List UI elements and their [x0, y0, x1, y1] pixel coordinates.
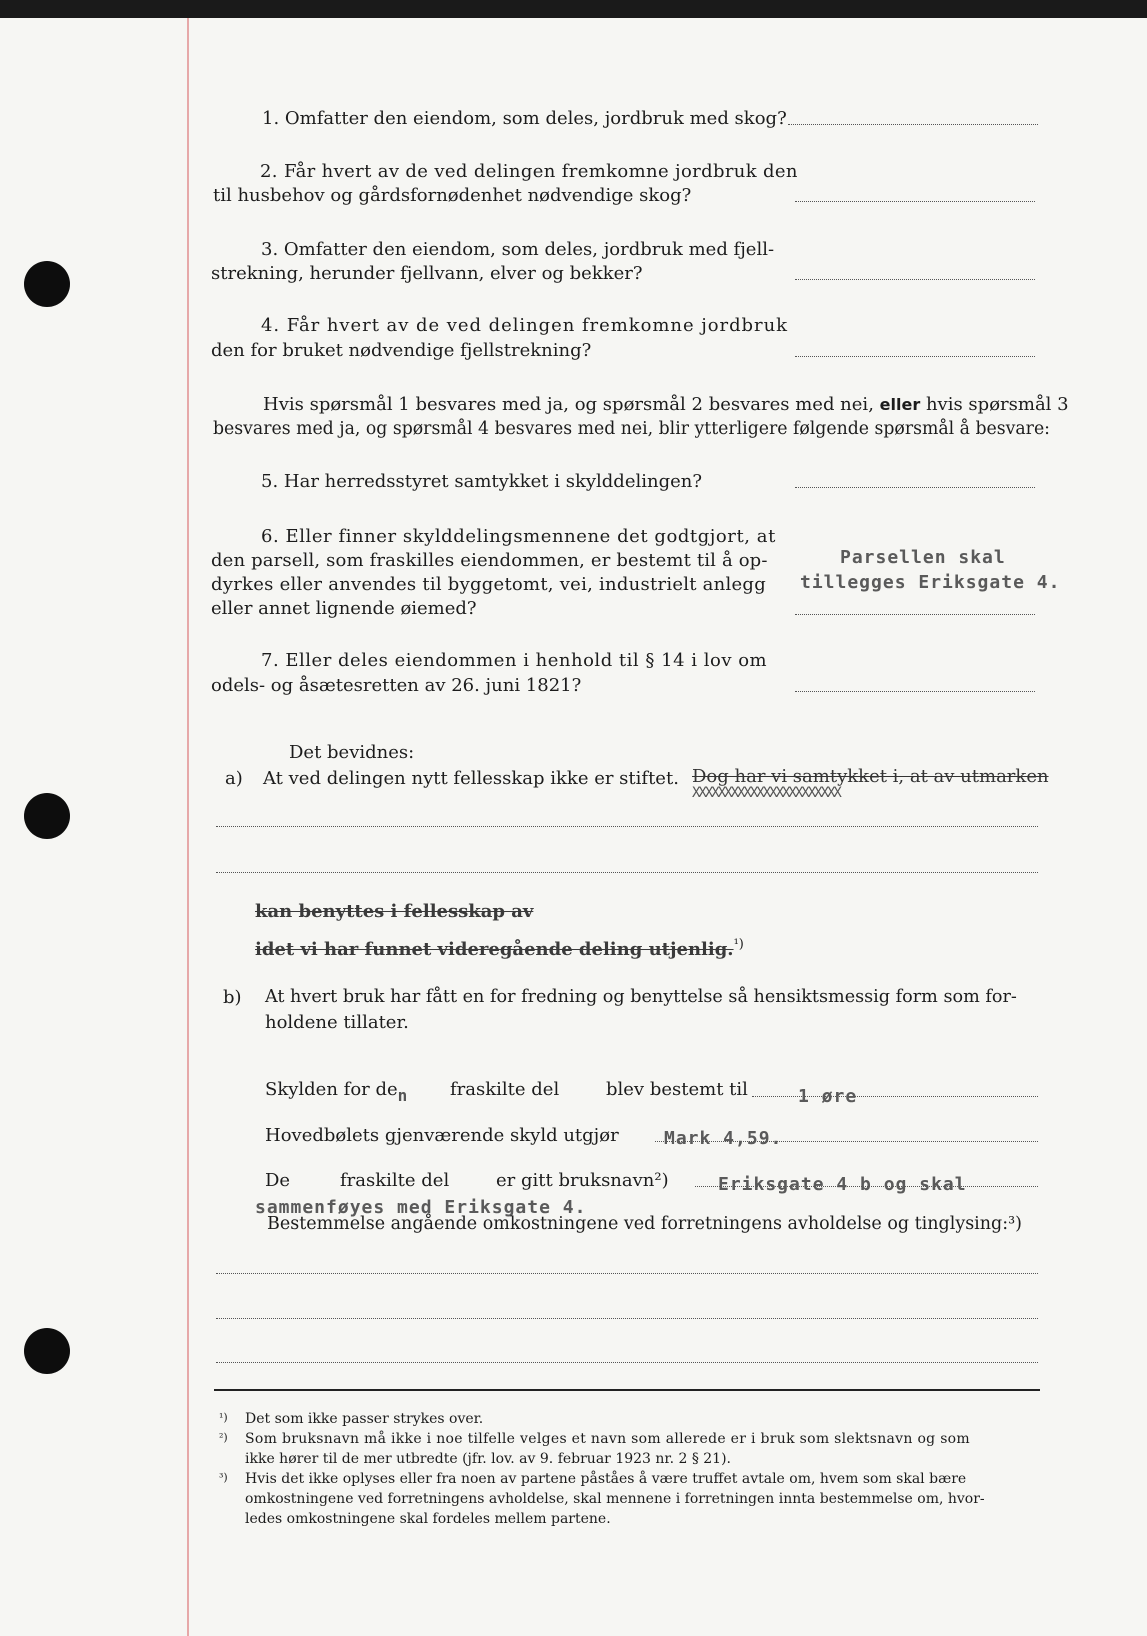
- footnote-ref-1: ¹): [733, 937, 744, 952]
- answer-line-6: [795, 614, 1035, 615]
- skyld-text-a: Skylden for de: [265, 1079, 398, 1100]
- footnote-3-line-1: Hvis det ikke oplyses eller fra noen av partene påståes å være truffet avtale om, hvem som skal bære: [245, 1471, 967, 1487]
- punch-hole-3: [24, 1328, 70, 1374]
- footnote-1: Det som ikke passer strykes over.: [245, 1411, 484, 1427]
- question-6-line-3: dyrkes eller anvendes til byggetomt, vei, industrielt anlegg: [211, 574, 766, 595]
- struck-line-2: idet vi har funnet videregående deling utjenlig.: [255, 939, 734, 960]
- condition-text-a: Hvis spørsmål 1 besvares med ja, og spørsmål 2 besvares med nei,: [263, 394, 874, 415]
- condition-bold-eller: eller: [879, 395, 921, 414]
- skyld-text-c: blev bestemt til: [606, 1079, 748, 1100]
- bruksnavn-de: De: [265, 1170, 291, 1191]
- answer-line-5: [795, 487, 1035, 488]
- skyld-typed-value: 1 øre: [798, 1086, 858, 1107]
- question-6-line-2: den parsell, som fraskilles eiendommen, er bestemt til å op-: [211, 550, 768, 571]
- skyld-answer-line: [752, 1096, 1038, 1097]
- item-b-line-1: At hvert bruk har fått en for fredning og benyttelse så hensiktsmessig form som for-: [265, 987, 1017, 1007]
- answer-line-3: [795, 279, 1035, 280]
- answer-line-7: [795, 691, 1035, 692]
- item-b-line-2: holdene tillater.: [265, 1012, 409, 1033]
- hovedbol-typed-value: Mark 4,59.: [664, 1128, 783, 1149]
- question-6-line-4: eller annet lignende øiemed?: [211, 598, 477, 619]
- footnote-2-line-2: ikke hører til de mer utbredte (jfr. lov. av 9. februar 1923 nr. 2 § 21).: [245, 1451, 732, 1467]
- footnote-3-line-3: ledes omkostningene skal fordeles mellem partene.: [245, 1511, 611, 1527]
- item-a-strikeout: XXXXXXXXXXXXXXXXXXXXXXX: [692, 785, 840, 801]
- bruksnavn-typed-line-2: sammenføyes med Eriksgate 4.: [255, 1197, 587, 1218]
- scan-top-edge: [0, 0, 1147, 18]
- condition-text-b: hvis spørsmål 3: [925, 394, 1069, 415]
- question-5: 5. Har herredsstyret samtykket i skylddelingen?: [261, 471, 702, 492]
- cost-provision-label: Bestemmelse angående omkostningene ved forretningens avholdelse og tinglysing:³): [267, 1214, 1022, 1234]
- question-4-line-2: den for bruket nødvendige fjellstrekning?: [211, 340, 592, 361]
- margin-line: [187, 18, 189, 1636]
- footnote-separator: [214, 1389, 1040, 1391]
- blank-line-c1: [216, 1273, 1038, 1274]
- question-3-line-1: 3. Omfatter den eiendom, som deles, jordbruk med fjell-: [261, 239, 775, 260]
- footnote-3-line-2: omkostningene ved forretningens avholdelse, skal mennene i forretningen innta bestemmelse om, hvor-: [245, 1491, 985, 1507]
- item-a-label: a): [225, 768, 243, 789]
- question-3-line-2: strekning, herunder fjellvann, elver og bekker?: [211, 263, 643, 284]
- question-6-line-1: 6. Eller finner skylddelingsmennene det godtgjort, at: [261, 526, 776, 547]
- blank-line-a1: [216, 826, 1038, 827]
- item-a-text: At ved delingen nytt fellesskap ikke er stiftet.: [263, 768, 679, 789]
- footnote-1-marker: ¹): [219, 1411, 228, 1424]
- hovedbol-label: Hovedbølets gjenværende skyld utgjør: [265, 1125, 619, 1146]
- punch-hole-2: [24, 793, 70, 839]
- condition-line-1: [263, 392, 1069, 417]
- blank-line-c2: [216, 1318, 1038, 1319]
- footnote-3-marker: ³): [219, 1471, 228, 1484]
- skyld-typed-n: n: [397, 1086, 408, 1105]
- footnote-2-marker: ²): [219, 1431, 228, 1444]
- blank-line-a2: [216, 872, 1038, 873]
- typed-answer-6-line-1: Parsellen skal: [840, 547, 1006, 568]
- attestation-heading: Det bevidnes:: [289, 742, 415, 763]
- footnote-2-line-1: Som bruksnavn må ikke i noe tilfelle velges et navn som allerede er i bruk som slektsnavn og som: [245, 1431, 970, 1447]
- condition-line-2: besvares med ja, og spørsmål 4 besvares med nei, blir ytterligere følgende spørsmål å besvare:: [213, 419, 1050, 439]
- question-7-line-1: 7. Eller deles eiendommen i henhold til § 14 i lov om: [261, 650, 768, 671]
- question-2-line-1: 2. Får hvert av de ved delingen fremkomne jordbruk den: [260, 161, 798, 182]
- answer-line-4: [795, 356, 1035, 357]
- question-1: 1. Omfatter den eiendom, som deles, jordbruk med skog?: [262, 108, 787, 129]
- bruksnavn-typed-line-1: Eriksgate 4 b og skal: [718, 1174, 967, 1195]
- question-4-line-1: 4. Får hvert av de ved delingen fremkomne jordbruk: [261, 315, 788, 336]
- struck-line-2-wrap: [255, 932, 744, 962]
- item-a-continuation: Dog har vi samtykket i, at av utmarken: [692, 766, 1049, 787]
- bruksnavn-label: er gitt bruksnavn²): [496, 1170, 669, 1191]
- punch-hole-1: [24, 261, 70, 307]
- struck-line-1: kan benyttes i fellesskap av: [255, 901, 534, 922]
- answer-line-2: [795, 201, 1035, 202]
- blank-line-c3: [216, 1362, 1038, 1363]
- skyld-label: [265, 1077, 408, 1105]
- question-2-line-2: til husbehov og gårdsfornødenhet nødvendige skog?: [213, 185, 692, 206]
- question-7-line-2: odels- og åsætesretten av 26. juni 1821?: [211, 675, 582, 696]
- answer-line-1: [788, 124, 1038, 125]
- item-b-label: b): [223, 987, 242, 1008]
- typed-answer-6-line-2: tillegges Eriksgate 4.: [800, 572, 1061, 593]
- skyld-text-b: fraskilte del: [450, 1079, 560, 1100]
- bruksnavn-fraskilte: fraskilte del: [340, 1170, 450, 1191]
